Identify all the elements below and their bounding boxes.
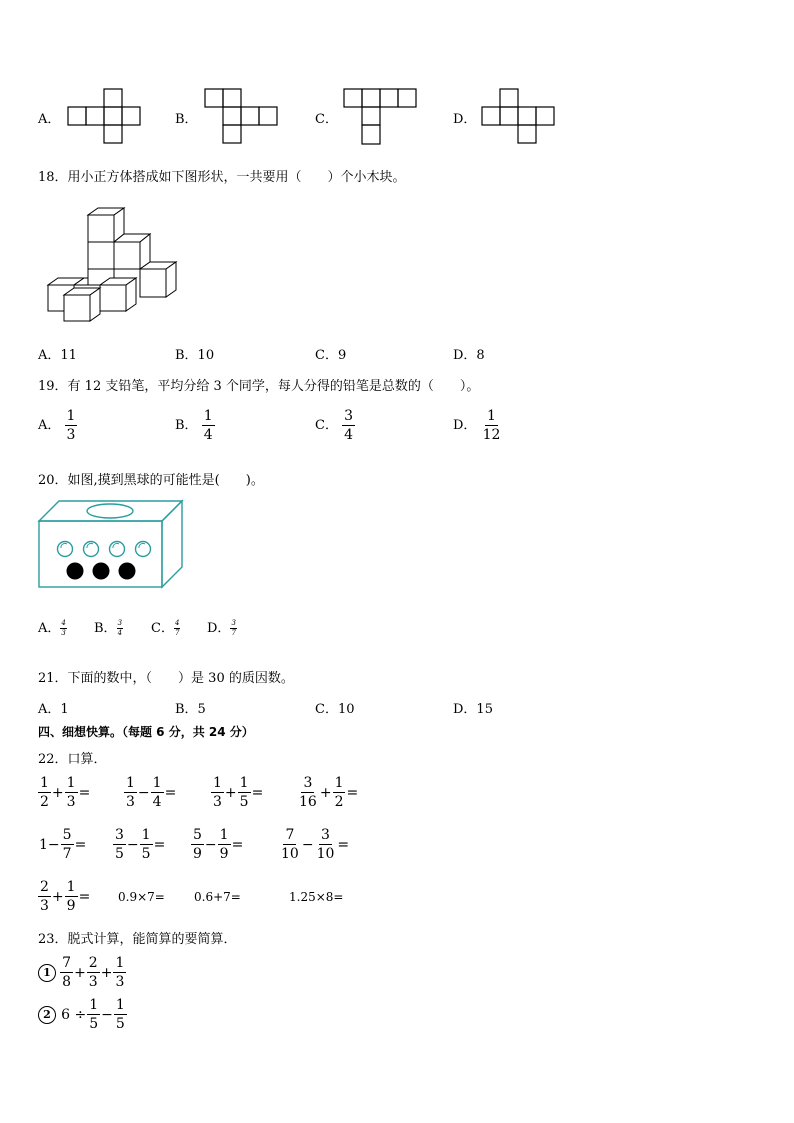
q21-option-c: C．10: [315, 702, 355, 717]
q19-option-b: [175, 409, 215, 442]
option-letter: B．: [175, 418, 198, 433]
q21-option-b: B．5: [175, 702, 206, 717]
q22-expr-r2-3: $\frac{5}{9}$ − $\frac{1}{9}$ =: [193, 827, 244, 862]
q17-option-d-label: D．: [453, 112, 477, 127]
fraction: $\frac{2}{3}$: [88, 955, 98, 990]
q20-prompt: 20．如图,摸到黑球的可能性是( )。: [38, 473, 264, 488]
q20-ball-box-figure: [37, 499, 185, 589]
section-title: 四、细想快算。（每题 6 分，共 24 分）: [38, 725, 254, 739]
fraction: $\frac{1}{2}$: [40, 775, 49, 810]
q22-expr-r1-1: $\frac{1}{2}$ + $\frac{1}{3}$ =: [40, 775, 91, 810]
fraction: $\frac{7}{8}$: [62, 955, 72, 990]
q17-net-d-icon: [481, 88, 556, 144]
fraction: $\frac{1}{3}$: [66, 408, 76, 443]
fraction: $\frac{1}{5}$: [115, 997, 125, 1032]
fraction: $\frac{2}{3}$: [40, 879, 49, 914]
option-letter: A．: [38, 621, 61, 636]
fraction: $\frac{7}{10}$: [281, 827, 299, 862]
q22-expr-r3-3: 0.6+7=: [194, 890, 241, 904]
q23-item-2: 2 6 ÷ $\frac{1}{5}$ − $\frac{1}{5}$: [38, 998, 127, 1031]
q22-prompt: 22．口算．: [38, 752, 107, 767]
q21-option-a: A．1: [38, 702, 69, 717]
fraction: $\frac{1}{2}$: [334, 775, 344, 810]
q18-option-a: A．11: [38, 348, 77, 363]
fraction: $\frac{1}{12}$: [482, 408, 501, 443]
fraction: $\frac{3}{4}$: [344, 408, 354, 443]
q22-expr-r3-1: $\frac{2}{3}$ + $\frac{1}{9}$ =: [40, 879, 91, 914]
q20-option-d: [207, 617, 237, 637]
fraction: $\frac{5}{9}$: [193, 827, 202, 862]
fraction: $\frac{1}{4}$: [152, 775, 162, 810]
q19-option-d: [453, 409, 502, 442]
q20-option-c: [151, 617, 180, 637]
q17-net-b-icon: [204, 88, 279, 144]
q17-net-a-icon: [66, 88, 141, 144]
q18-cube-stack-figure: [44, 206, 184, 324]
q17-option-c-label: C．: [315, 112, 338, 127]
circled-number-marker: 1: [38, 964, 56, 982]
circled-number-marker: 2: [38, 1006, 56, 1024]
q20-option-a: [38, 617, 67, 637]
q17-option-b-label: B．: [175, 112, 198, 127]
fraction: $\frac{1}{9}$: [66, 879, 76, 914]
q22-expr-r3-4: 1.25×8=: [289, 890, 344, 904]
option-letter: B．: [94, 621, 117, 636]
q21-prompt: 21．下面的数中，（ ）是 30 的质因数。: [38, 671, 294, 686]
q18-prompt: 18．用小正方体搭成如下图形状，一共要用（ ）个小木块。: [38, 170, 406, 185]
fraction: $\frac{1}{3}$: [213, 775, 222, 810]
option-letter: A．: [38, 418, 61, 433]
q22-expr-r1-3: $\frac{1}{3}$ + $\frac{1}{5}$ =: [213, 775, 264, 810]
option-letter: C．: [315, 418, 338, 433]
fraction: $\frac{4}{7}$: [174, 619, 180, 637]
fraction: $\frac{3}{10}$: [316, 827, 335, 862]
q17-net-c-icon: [343, 88, 418, 148]
fraction: $\frac{4}{3}$: [61, 619, 66, 637]
q18-option-b: B．10: [175, 348, 215, 363]
q19-option-c: [315, 409, 355, 442]
fraction: $\frac{1}{3}$: [115, 955, 125, 990]
option-letter: C．: [151, 621, 174, 636]
q21-option-d: D．15: [453, 702, 493, 717]
q17-option-a-label: A．: [38, 112, 61, 127]
q22-expr-r2-4: $\frac{7}{10}$ − $\frac{3}{10}$ =: [281, 827, 350, 862]
fraction: $\frac{3}{4}$: [117, 619, 123, 637]
fraction: $\frac{3}{16}$: [299, 775, 317, 810]
q22-expr-r2-2: $\frac{3}{5}$ − $\frac{1}{5}$ =: [115, 827, 166, 862]
q20-option-b: [94, 617, 123, 637]
q23-item-1: 1 $\frac{7}{8}$ + $\frac{2}{3}$ + $\frac{1}{3}$: [38, 956, 126, 989]
fraction: $\frac{3}{5}$: [115, 827, 124, 862]
fraction: $\frac{1}{5}$: [89, 997, 99, 1032]
fraction: $\frac{3}{7}$: [231, 619, 236, 637]
q22-expr-r1-2: $\frac{1}{3}$ − $\frac{1}{4}$ =: [126, 775, 177, 810]
q22-expr-r1-4: $\frac{3}{16}$ + $\frac{1}{2}$ =: [299, 775, 359, 810]
fraction: $\frac{1}{3}$: [126, 775, 135, 810]
q18-option-c: C．9: [315, 348, 347, 363]
fraction: $\frac{1}{9}$: [219, 827, 229, 862]
fraction: $\frac{1}{5}$: [239, 775, 249, 810]
q19-prompt: 19．有 12 支铅笔，平均分给 3 个同学，每人分得的铅笔是总数的（ ）。: [38, 379, 480, 394]
q18-option-d: D．8: [453, 348, 485, 363]
fraction: $\frac{1}{5}$: [141, 827, 151, 862]
fraction: $\frac{1}{3}$: [66, 775, 76, 810]
q23-prompt: 23．脱式计算，能简算的要简算．: [38, 932, 237, 947]
option-letter: D．: [207, 621, 231, 636]
fraction: $\frac{1}{4}$: [203, 408, 213, 443]
fraction: $\frac{5}{7}$: [62, 827, 72, 862]
q19-option-a: [38, 409, 77, 442]
option-letter: D．: [453, 418, 477, 433]
q22-expr-r2-1: 1− $\frac{5}{7}$ =: [39, 827, 87, 862]
q22-expr-r3-2: 0.9×7=: [118, 890, 165, 904]
